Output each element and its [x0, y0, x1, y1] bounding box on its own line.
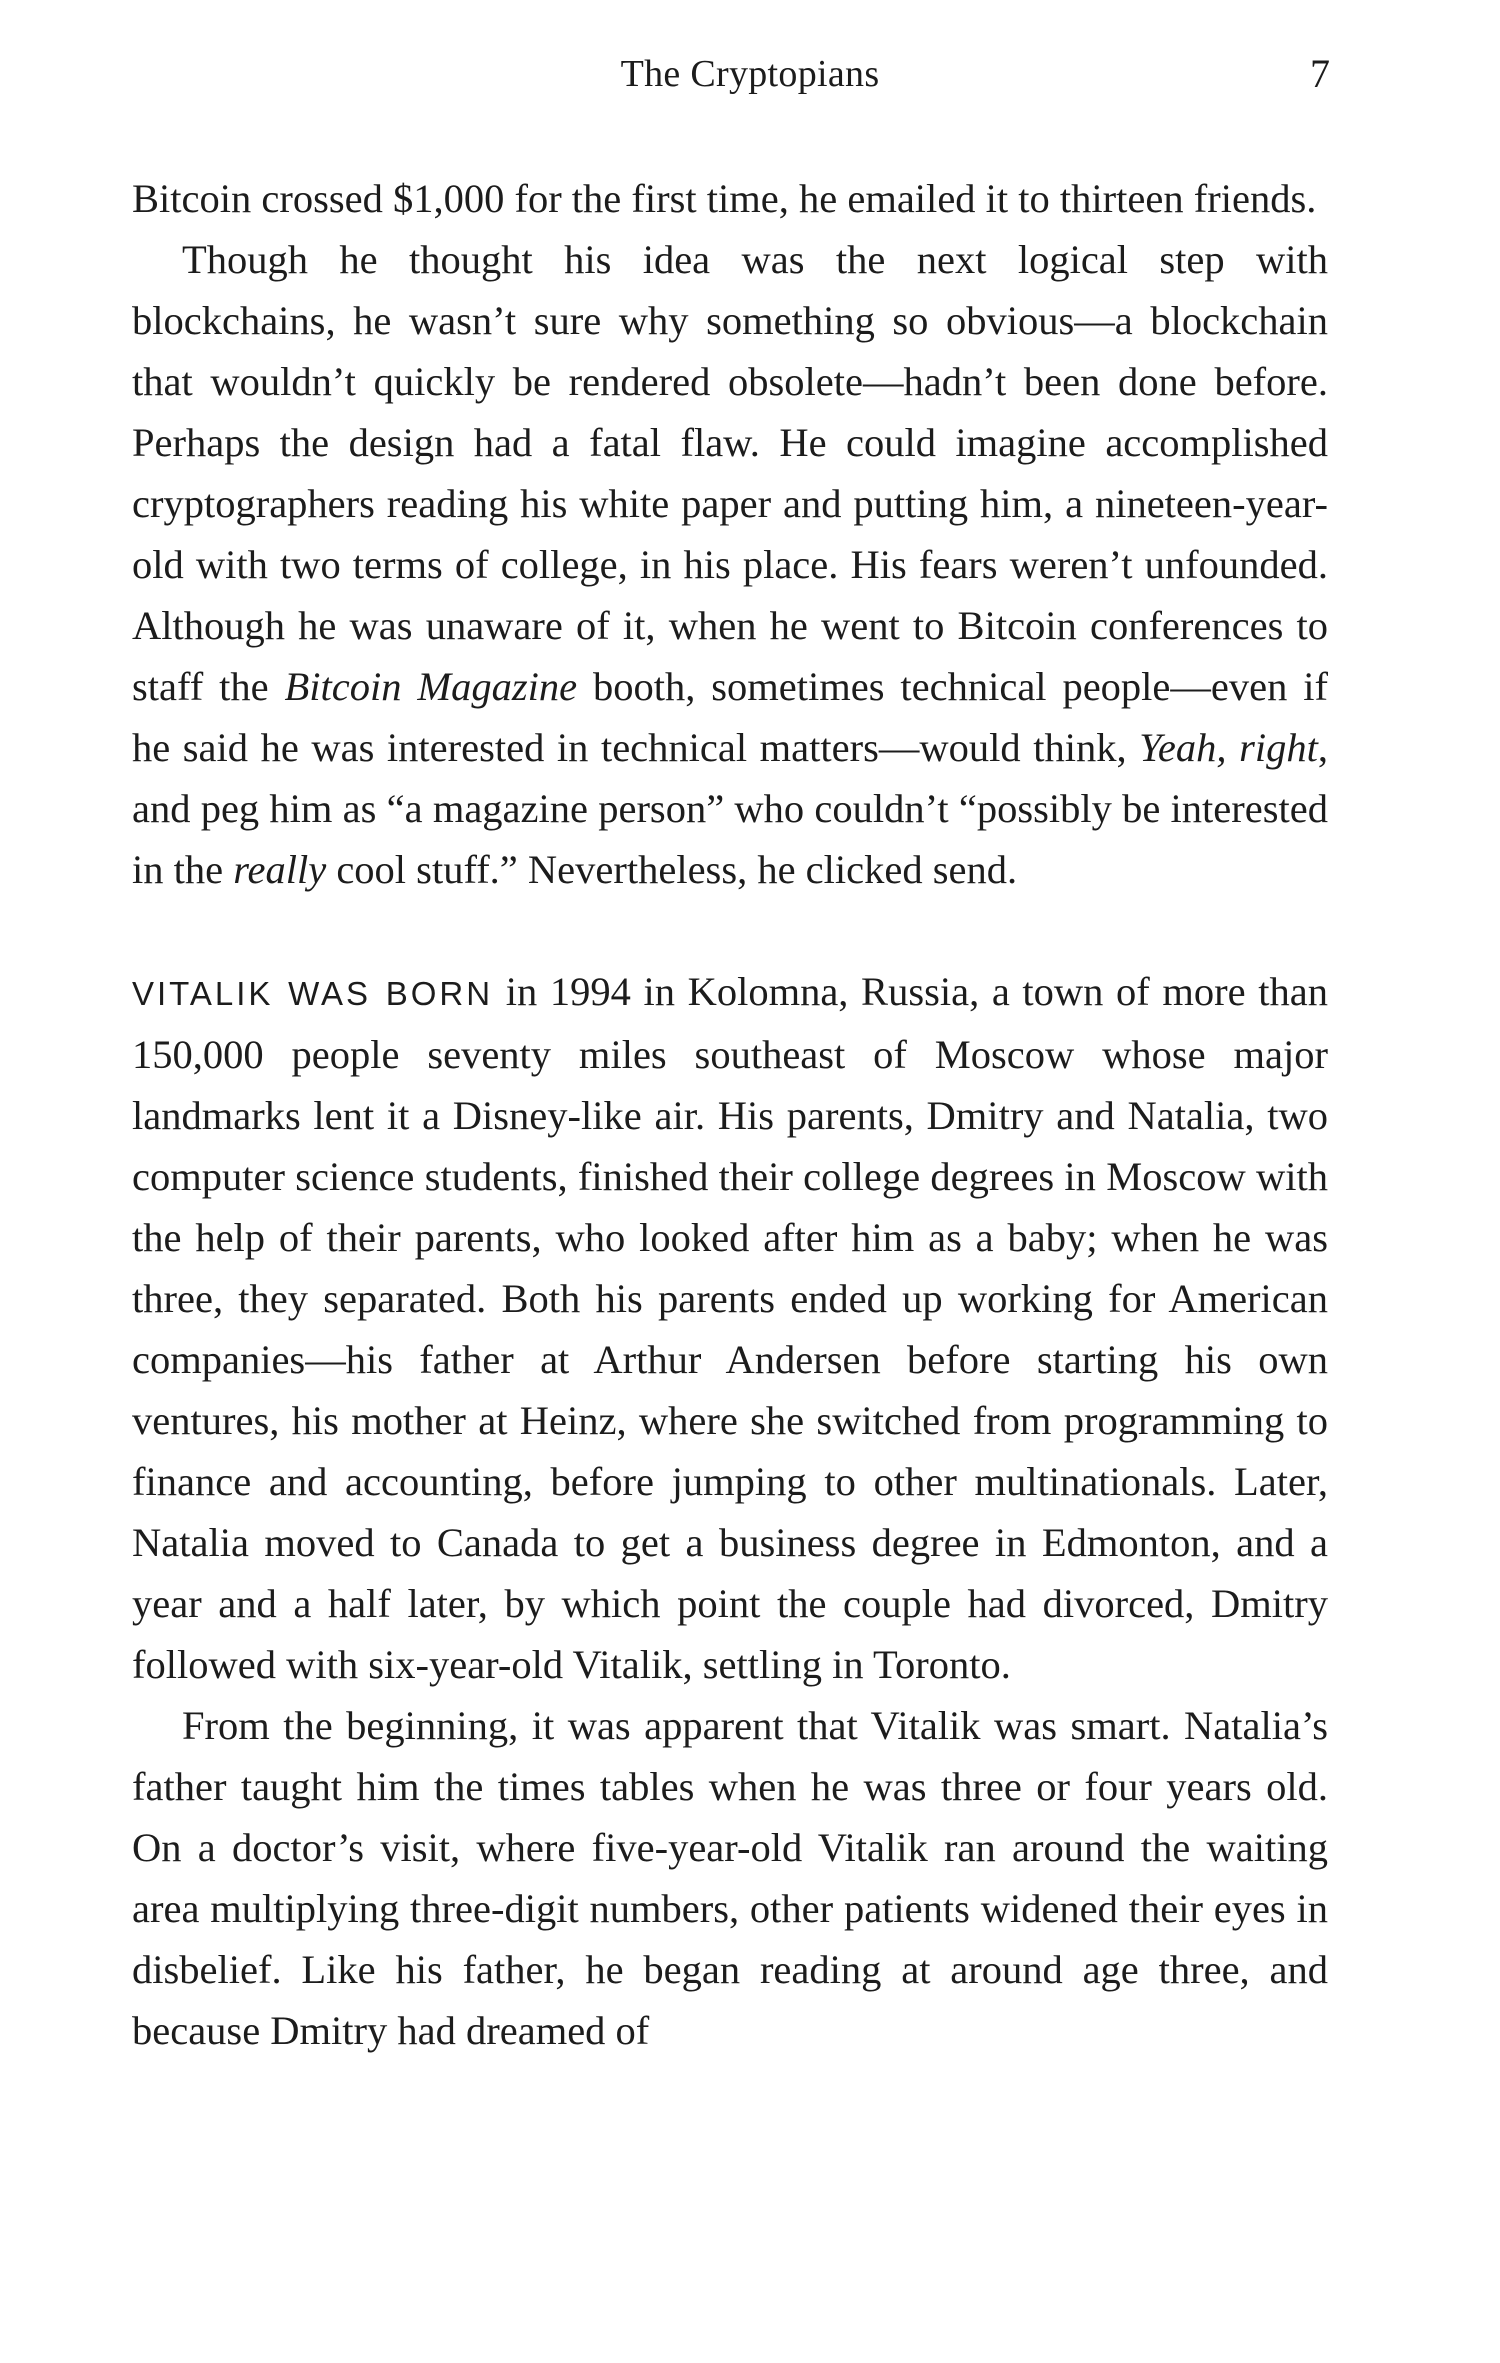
running-head: [0, 48, 1500, 108]
paragraph-smart: From the beginning, it was apparent that Vitalik was smart. Natalia’s father taught him the times tables when he was three or four years old. On a doctor’s visit, where five-year-old Vitalik ran around the waiting area multiplying three-digit numbers, other patients widened their eyes in disbelief. Like his father, he began reading at around age three, and because Dmitry had dreamed of: [132, 1703, 1328, 2053]
italic-yeah-right: Yeah, right: [1139, 725, 1318, 770]
paragraph-vitalik-born-text: in 1994 in Kolomna, Russia, a town of more than 150,000 people seventy miles southeast of Moscow whose major landmarks lent it a Disney-like air. His parents, Dmitry and Natalia, two computer science students, finished their college degrees in Moscow with the help of their parents, who looked after him as a baby; when he was three, they separated. Both his parents ended up working for American companies—his father at Arthur Andersen before starting his own ventures, his mother at Heinz, where she switched from programming to finance and accounting, before jumping to other multinationals. Later, Natalia moved to Canada to get a business degree in Edmonton, and a year and a half later, by which point the couple had divorced, Dmitry followed with six-year-old Vitalik, settling in Toronto.: [132, 969, 1328, 1687]
paragraph-fears-text-2: booth, sometimes technical people—even if he said he was interested in technical matters—would think,: [132, 664, 1328, 770]
paragraph-vitalik-born: [132, 961, 1328, 1695]
body-text: [132, 168, 1328, 2061]
paragraph-fears-text-3: , and peg him as “a magazine person” who couldn’t “possibly be interested in the: [132, 725, 1328, 892]
italic-bitcoin-magazine: Bitcoin Magazine: [284, 664, 578, 709]
running-title: The Cryptopians: [620, 53, 880, 95]
section-lead-in: VITALIK WAS BORN: [132, 975, 494, 1012]
italic-really: really: [233, 847, 327, 892]
paragraph-continued: Bitcoin crossed $1,000 for the first time, he emailed it to thirteen friends.: [132, 176, 1317, 221]
page-number: 7: [1310, 51, 1330, 96]
paragraph-fears-text-1: Though he thought his idea was the next logical step with blockchains, he wasn’t sure why something so obvious—a blockchain that wouldn’t quickly be rendered obsolete—hadn’t been done before. Perhaps the design had a fatal flaw. He could imagine accomplished cryptographers reading his white paper and putting him, a nineteen-year-old with two terms of college, in his place. His fears weren’t unfounded. Although he was unaware of it, when he went to Bitcoin conferences to staff the: [132, 237, 1328, 709]
paragraph-fears: [132, 229, 1328, 900]
paragraph-fears-text-4: cool stuff.” Nevertheless, he clicked send.: [326, 847, 1018, 892]
